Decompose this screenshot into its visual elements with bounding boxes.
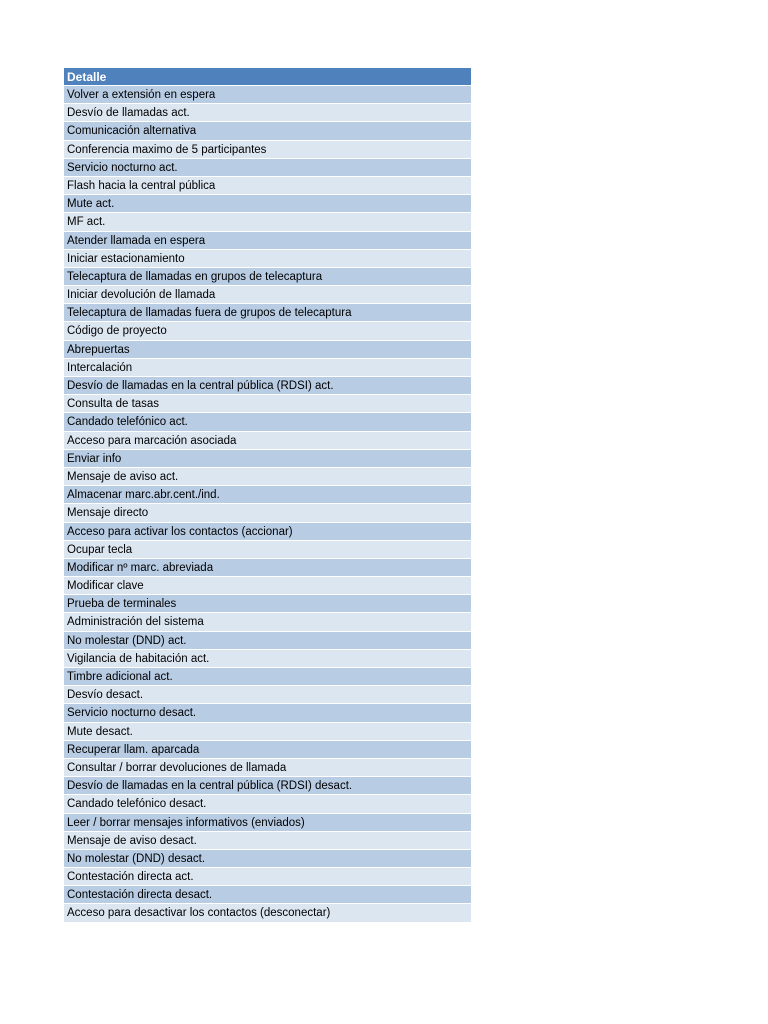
table-row: Vigilancia de habitación act. [64,650,471,668]
table-row: Contestación directa act. [64,868,471,886]
table-row: Desvío desact. [64,686,471,704]
table-row: Mensaje de aviso desact. [64,832,471,850]
table-row: Enviar info [64,450,471,468]
table-row: Intercalación [64,359,471,377]
table-row: Telecaptura de llamadas en grupos de telecaptura [64,268,471,286]
table-row: Desvío de llamadas en la central pública (RDSI) desact. [64,777,471,795]
table-row: No molestar (DND) desact. [64,850,471,868]
table-row: Consultar / borrar devoluciones de llamada [64,759,471,777]
table-row: Acceso para activar los contactos (accionar) [64,523,471,541]
table-row: Ocupar tecla [64,541,471,559]
table-row: Modificar nº marc. abreviada [64,559,471,577]
table-row: Acceso para marcación asociada [64,432,471,450]
table-row: Mensaje directo [64,504,471,522]
table-row: Conferencia maximo de 5 participantes [64,141,471,159]
table-row: Flash hacia la central pública [64,177,471,195]
table-row: Leer / borrar mensajes informativos (enviados) [64,814,471,832]
table-row: Acceso para desactivar los contactos (desconectar) [64,904,471,922]
table-row: Mute act. [64,195,471,213]
table-row: Iniciar devolución de llamada [64,286,471,304]
table-row: Desvío de llamadas en la central pública (RDSI) act. [64,377,471,395]
table-row: Consulta de tasas [64,395,471,413]
table-body [64,86,471,923]
table-row: Mensaje de aviso act. [64,468,471,486]
table-row: Mute desact. [64,723,471,741]
table-row: Administración del sistema [64,613,471,631]
table-row: Servicio nocturno desact. [64,704,471,722]
table-row: No molestar (DND) act. [64,632,471,650]
detail-table [64,68,471,923]
table-row: Modificar clave [64,577,471,595]
table-row: Prueba de terminales [64,595,471,613]
table-row: Almacenar marc.abr.cent./ind. [64,486,471,504]
table-row: Candado telefónico desact. [64,795,471,813]
table-row: Abrepuertas [64,341,471,359]
table-row: Iniciar estacionamiento [64,250,471,268]
table-row: MF act. [64,213,471,231]
table-row: Candado telefónico act. [64,413,471,431]
table-row: Comunicación alternativa [64,122,471,140]
table-row: Código de proyecto [64,322,471,340]
table-row: Atender llamada en espera [64,232,471,250]
table-row: Volver a extensión en espera [64,86,471,104]
table-row: Desvío de llamadas act. [64,104,471,122]
table-row: Recuperar llam. aparcada [64,741,471,759]
table-row: Timbre adicional act. [64,668,471,686]
table-row: Contestación directa desact. [64,886,471,904]
table-row: Telecaptura de llamadas fuera de grupos de telecaptura [64,304,471,322]
table-header: Detalle [64,68,471,86]
table-row: Servicio nocturno act. [64,159,471,177]
